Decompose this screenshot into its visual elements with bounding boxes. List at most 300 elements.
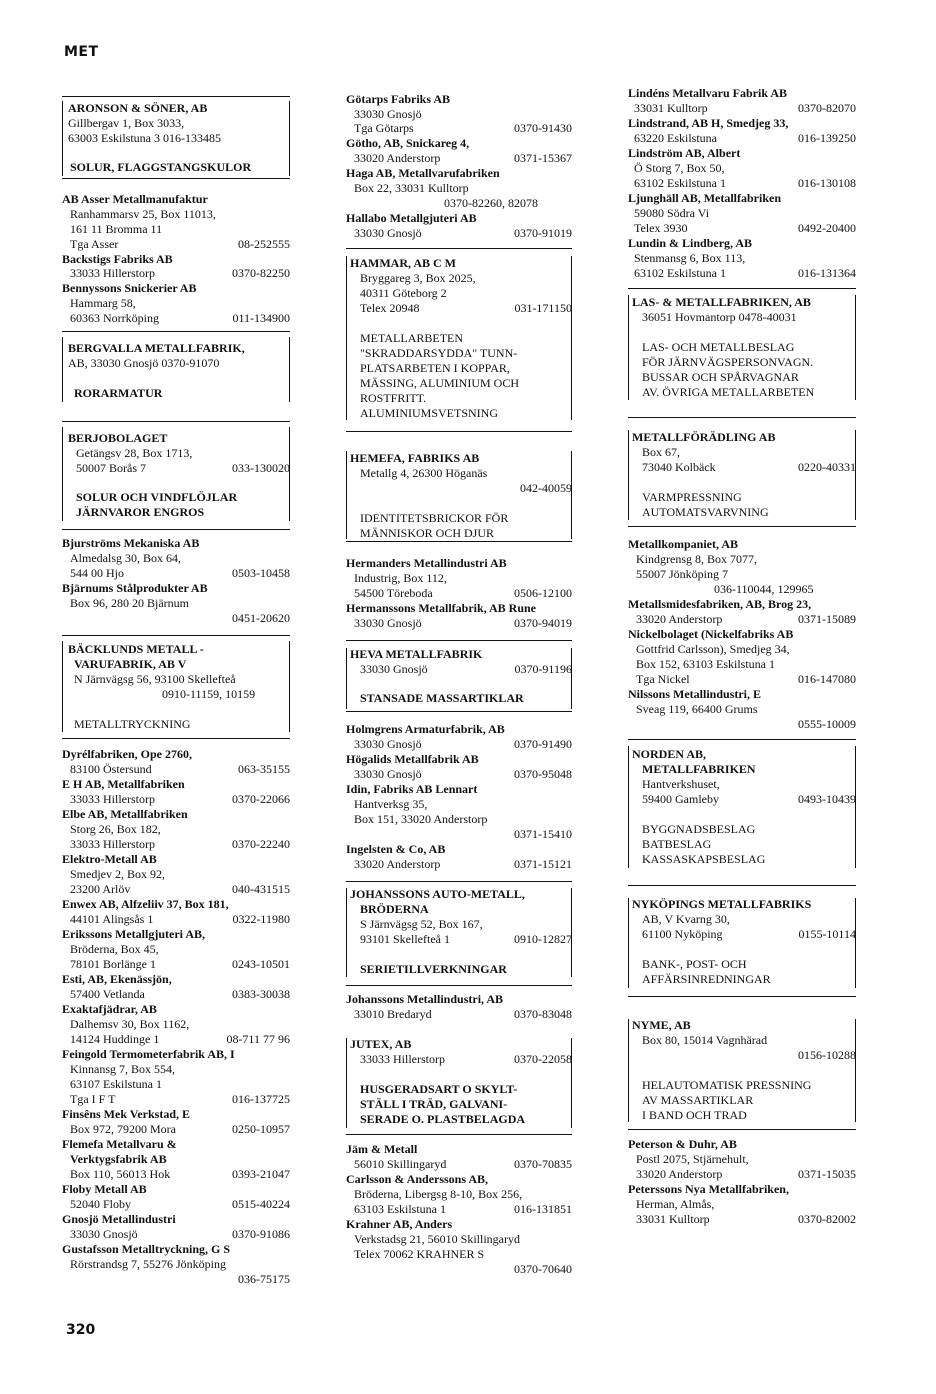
- listing-line: [62, 867, 290, 882]
- listing-text: 56010 Skillingaryd: [354, 1157, 447, 1171]
- listing-line: [62, 596, 290, 611]
- listing-line: [62, 717, 290, 732]
- listing-line: [346, 902, 572, 917]
- listing-column-2: [346, 0, 572, 1300]
- listing-text: Ljunghäll AB, Metallfabriken: [628, 191, 782, 205]
- listing-line: [346, 107, 572, 122]
- listing-text: 036-110044, 129965: [714, 582, 814, 596]
- divider-rule: [628, 885, 856, 886]
- listing-line: [62, 237, 290, 252]
- listing-text: 33030 Gnosjö: [354, 616, 422, 630]
- listing-line: [346, 722, 572, 737]
- listing-line: [628, 236, 856, 251]
- listing-text: Carlsson & Anderssons AB,: [346, 1172, 489, 1186]
- phone-number: 0371-15121: [514, 857, 572, 871]
- listing-text: Tga Asser: [70, 237, 119, 251]
- listing-line: [62, 1242, 290, 1257]
- listing-text: Herman, Almås,: [636, 1197, 715, 1211]
- listing-text: Box 96, 280 20 Bjärnum: [70, 596, 189, 610]
- divider-rule: [346, 541, 572, 542]
- listing-text: Ranhammarsv 25, Box 11013,: [70, 207, 216, 221]
- listing-line: [346, 1172, 572, 1187]
- listing-text: LAS- OCH METALLBESLAG: [642, 340, 795, 354]
- listing-text: 33010 Bredaryd: [354, 1007, 432, 1021]
- listing-line: [62, 642, 290, 657]
- listing-text: 55007 Jönköping 7: [636, 567, 729, 581]
- listing-line: [62, 431, 290, 446]
- listing-line: [346, 136, 572, 151]
- listing-line: [628, 822, 856, 837]
- phone-number: 0493-10439: [798, 792, 856, 806]
- listing-text: 54500 Töreboda: [354, 586, 433, 600]
- listing-text: BATBESLAG: [642, 837, 712, 851]
- listing-line: [62, 762, 290, 777]
- listing-line: [628, 957, 856, 972]
- listing-text: Exaktafjädrar, AB: [62, 1002, 157, 1016]
- listing-line: [346, 331, 572, 346]
- listing-line: [628, 1033, 856, 1048]
- listing-line: [628, 1182, 856, 1197]
- listing-line: [346, 1142, 572, 1157]
- listing-text: Peterson & Duhr, AB: [628, 1137, 737, 1151]
- listing-text: Gottfrid Carlsson), Smedjeg 34,: [636, 642, 790, 656]
- listing-text: Idin, Fabriks AB Lennart: [346, 782, 478, 796]
- listing-text: Verktygsfabrik AB: [70, 1152, 167, 1166]
- phone-number: 016-131364: [798, 266, 856, 280]
- listing-line: [628, 1152, 856, 1167]
- listing-text: Elektro-Metall AB: [62, 852, 157, 866]
- listing-line: [346, 391, 572, 406]
- listing-line: [62, 1137, 290, 1152]
- listing-line: [346, 887, 572, 902]
- divider-rule: [346, 248, 572, 249]
- listing-text: 33030 Gnosjö: [354, 767, 422, 781]
- listing-text: JOHANSSONS AUTO-METALL,: [350, 887, 525, 901]
- listing-line: [346, 1052, 572, 1067]
- listing-text: 63107 Eskilstuna 1: [70, 1077, 162, 1091]
- phone-number: 0503-10458: [232, 566, 290, 580]
- phone-number: 0156-10288: [798, 1048, 856, 1062]
- phone-number: 0370-70640: [514, 1262, 572, 1276]
- listing-line: [628, 266, 856, 281]
- listing-text: Krahner AB, Anders: [346, 1217, 453, 1231]
- listing-text: ROSTFRITT.: [360, 391, 427, 405]
- listing-line: [62, 1002, 290, 1017]
- listing-text: Getängsv 28, Box 1713,: [76, 446, 193, 460]
- listing-line: [346, 1202, 572, 1217]
- listing-text: 44101 Alingsås 1: [70, 912, 154, 926]
- listing-text: Box 67,: [642, 445, 681, 459]
- listing-text: Lindéns Metallvaru Fabrik AB: [628, 86, 788, 100]
- listing-text: 33030 Gnosjö: [360, 662, 428, 676]
- listing-line: [62, 1077, 290, 1092]
- listing-line: [62, 927, 290, 942]
- listing-text: Lindström AB, Albert: [628, 146, 741, 160]
- listing-line: [346, 211, 572, 226]
- phone-number: 0555-10009: [798, 717, 856, 731]
- listing-text: 33030 Gnosjö: [354, 226, 422, 240]
- listing-line: [628, 146, 856, 161]
- listing-text: Haga AB, Metallvarufabriken: [346, 166, 500, 180]
- listing-text: SOLUR OCH VINDFLÖJLAR: [76, 490, 238, 504]
- listing-text: Hantverksg 35,: [354, 797, 428, 811]
- listing-text: Kindgrensg 8, Box 7077,: [636, 552, 757, 566]
- listing-text: Esti, AB, Ekenässjön,: [62, 972, 172, 986]
- listing-line: [62, 1017, 290, 1032]
- listing-text: 0370-82260, 82078: [444, 196, 538, 210]
- listing-text: JUTEX, AB: [350, 1037, 412, 1051]
- listing-text: MÄNNISKOR OCH DJUR: [360, 526, 495, 540]
- listing-line: [346, 1232, 572, 1247]
- listing-line: [346, 647, 572, 662]
- listing-text: Postl 2075, Stjärnehult,: [636, 1152, 749, 1166]
- listing-line: [628, 176, 856, 191]
- listing-text: Lindstrand, AB H, Smedjeg 33,: [628, 116, 789, 130]
- listing-line: [628, 340, 856, 355]
- listing-line: [346, 1007, 572, 1022]
- listing-line: [62, 356, 290, 371]
- listing-line: [628, 852, 856, 867]
- listing-text: Hammarg 58,: [70, 296, 136, 310]
- listing-text: E H AB, Metallfabriken: [62, 777, 185, 791]
- listing-text: Tga Nickel: [636, 672, 690, 686]
- divider-rule: [346, 881, 572, 882]
- listing-line: [346, 92, 572, 107]
- listing-line: [62, 281, 290, 296]
- divider-rule: [628, 996, 856, 997]
- listing-line: [628, 792, 856, 807]
- phone-number: 016-139250: [798, 131, 856, 145]
- listing-text: Peterssons Nya Metallfabriken,: [628, 1182, 789, 1196]
- listing-text: BÄCKLUNDS METALL -: [68, 642, 204, 656]
- listing-column-3: [628, 0, 856, 1300]
- listing-text: Bröderna, Libergsg 8-10, Box 256,: [354, 1187, 523, 1201]
- listing-text: Dalhemsv 30, Box 1162,: [70, 1017, 190, 1031]
- listing-text: RORARMATUR: [74, 386, 163, 400]
- listing-line: [62, 1107, 290, 1122]
- listing-text: METALLFÖRÄDLING AB: [632, 430, 776, 444]
- listing-line: [346, 376, 572, 391]
- listing-text: 33031 Kulltorp: [636, 1212, 710, 1226]
- listing-text: BUSSAR OCH SPÅRVAGNAR: [642, 370, 799, 384]
- listing-text: Sveag 119, 66400 Grums: [636, 702, 758, 716]
- phone-number: 08-252555: [238, 237, 290, 251]
- phone-number: 0451-20620: [232, 611, 290, 625]
- listing-line: [62, 131, 290, 146]
- listing-line: [346, 181, 572, 196]
- listing-line: [62, 1092, 290, 1107]
- listing-line: [62, 807, 290, 822]
- listing-line: [62, 386, 290, 401]
- listing-text: 161 11 Bromma 11: [70, 222, 163, 236]
- listing-line: [62, 1257, 290, 1272]
- listing-text: LAS- & METALLFABRIKEN, AB: [632, 295, 811, 309]
- divider-rule: [628, 739, 856, 740]
- listing-line: [346, 1247, 572, 1262]
- listing-text: BANK-, POST- OCH: [642, 957, 747, 971]
- listing-line: [346, 511, 572, 526]
- listing-text: 33020 Anderstorp: [354, 151, 441, 165]
- divider-rule: [62, 738, 290, 739]
- listing-line: [62, 987, 290, 1002]
- listing-line: [62, 1152, 290, 1167]
- listing-text: AFFÄRSINREDNINGAR: [642, 972, 771, 986]
- listing-text: SERIETILLVERKNINGAR: [360, 962, 507, 976]
- listing-line: [346, 1217, 572, 1232]
- listing-text: Box 151, 33020 Anderstorp: [354, 812, 488, 826]
- listing-text: Verkstadsg 21, 56010 Skillingaryd: [354, 1232, 520, 1246]
- listing-line: [628, 927, 856, 942]
- listing-line: [628, 505, 856, 520]
- phone-number: 0370-22240: [232, 837, 290, 851]
- listing-line: [62, 882, 290, 897]
- listing-text: HUSGERADSART O SKYLT-: [360, 1082, 518, 1096]
- listing-line: [628, 1137, 856, 1152]
- listing-line: [628, 747, 856, 762]
- listing-line: [62, 1167, 290, 1182]
- listing-line: [346, 1112, 572, 1127]
- listing-line: [628, 1018, 856, 1033]
- listing-text: HELAUTOMATISK PRESSNING: [642, 1078, 812, 1092]
- listing-line: [62, 1047, 290, 1062]
- listing-text: Gnosjö Metallindustri: [62, 1212, 176, 1226]
- listing-text: Hallabo Metallgjuteri AB: [346, 211, 477, 225]
- listing-line: [628, 777, 856, 792]
- listing-text: Götho, AB, Snickareg 4,: [346, 136, 470, 150]
- listing-text: S Järnvägsg 52, Box 167,: [360, 917, 483, 931]
- listing-line: [628, 702, 856, 717]
- listing-text: 33033 Hillerstorp: [70, 266, 155, 280]
- listing-line: [346, 767, 572, 782]
- listing-line: [628, 385, 856, 400]
- listing-text: Flemefa Metallvaru &: [62, 1137, 177, 1151]
- listing-text: ARONSON & SÖNER, AB: [68, 101, 208, 115]
- phone-number: 0371-15410: [514, 827, 572, 841]
- listing-line: [628, 552, 856, 567]
- listing-line: [346, 1187, 572, 1202]
- listing-text: METALLFABRIKEN: [642, 762, 756, 776]
- listing-line: [346, 556, 572, 571]
- listing-line: [628, 837, 856, 852]
- listing-line: [62, 101, 290, 116]
- phone-number: 016-130108: [798, 176, 856, 190]
- listing-text: BERGVALLA METALLFABRIK,: [68, 341, 245, 355]
- listing-text: Högalids Metallfabrik AB: [346, 752, 479, 766]
- listing-line: [628, 131, 856, 146]
- listing-text: NYME, AB: [632, 1018, 691, 1032]
- listing-line: [346, 752, 572, 767]
- listing-text: 63103 Eskilstuna 1: [354, 1202, 446, 1216]
- listing-line: [62, 837, 290, 852]
- phone-number: 042-40059: [520, 481, 572, 495]
- listing-text: 33030 Gnosjö: [354, 107, 422, 121]
- listing-text: Ingelsten & Co, AB: [346, 842, 446, 856]
- listing-line: [346, 737, 572, 752]
- listing-line: [628, 762, 856, 777]
- phone-number: 0370-82070: [798, 101, 856, 115]
- listing-line: [346, 812, 572, 827]
- listing-text: Backstigs Fabriks AB: [62, 252, 173, 266]
- divider-rule: [628, 1129, 856, 1130]
- phone-number: 08-711 77 96: [226, 1032, 290, 1046]
- listing-text: NORDEN AB,: [632, 747, 707, 761]
- listing-text: METALLTRYCKNING: [74, 717, 191, 731]
- listing-text: BYGGNADSBESLAG: [642, 822, 756, 836]
- listing-text: Bryggareg 3, Box 2025,: [360, 271, 476, 285]
- phone-number: 0322-11980: [232, 912, 290, 926]
- listing-text: Feingold Termometerfabrik AB, I: [62, 1047, 235, 1061]
- listing-text: 33033 Hillerstorp: [70, 792, 155, 806]
- listing-line: [628, 687, 856, 702]
- listing-line: [346, 797, 572, 812]
- divider-rule: [62, 96, 290, 97]
- listing-text: Ö Storg 7, Box 50,: [634, 161, 725, 175]
- listing-text: AB, V Kvarng 30,: [642, 912, 730, 926]
- listing-text: 59080 Södra Vi: [634, 206, 710, 220]
- listing-text: Gustafsson Metalltryckning, G S: [62, 1242, 231, 1256]
- listing-line: [62, 1197, 290, 1212]
- listing-text: Bjurströms Mekaniska AB: [62, 536, 200, 550]
- listing-text: 33020 Anderstorp: [636, 612, 723, 626]
- listing-line: [628, 86, 856, 101]
- listing-line: [346, 151, 572, 166]
- listing-text: NYKÖPINGS METALLFABRIKS: [632, 897, 812, 911]
- listing-line: [62, 446, 290, 461]
- listing-text: Johanssons Metallindustri, AB: [346, 992, 504, 1006]
- listing-column-1: [62, 0, 290, 1300]
- phone-number: 0371-15089: [798, 612, 856, 626]
- listing-text: "SKRADDARSYDDA" TUNN-: [360, 346, 518, 360]
- phone-number: 0506-12100: [514, 586, 572, 600]
- phone-number: 036-75175: [238, 1272, 290, 1286]
- divider-rule: [62, 421, 290, 422]
- listing-text: Elbe AB, Metallfabriken: [62, 807, 188, 821]
- listing-text: Stenmansg 6, Box 113,: [634, 251, 746, 265]
- phone-number: 0515-40224: [232, 1197, 290, 1211]
- divider-rule: [628, 526, 856, 527]
- listing-line: [62, 852, 290, 867]
- section-header: MET: [64, 44, 99, 60]
- listing-text: 33030 Gnosjö: [354, 737, 422, 751]
- phone-number: 040-431515: [232, 882, 290, 896]
- listing-line: [628, 1197, 856, 1212]
- listing-line: [628, 116, 856, 131]
- listing-line: [628, 490, 856, 505]
- listing-text: FÖR JÄRNVÄGSPERSONVAGN.: [642, 355, 814, 369]
- listing-text: 63102 Eskilstuna 1: [634, 266, 726, 280]
- listing-text: Bjärnums Stålprodukter AB: [62, 581, 208, 595]
- listing-text: 73040 Kolbäck: [642, 460, 716, 474]
- phone-number: 0370-70835: [514, 1157, 572, 1171]
- phone-number: 0370-22066: [232, 792, 290, 806]
- listing-text: Gillbergav 1, Box 3033,: [68, 116, 185, 130]
- listing-text: Storg 26, Box 182,: [70, 822, 161, 836]
- listing-text: Bröderna, Box 45,: [70, 942, 159, 956]
- listing-line: [346, 571, 572, 586]
- divider-rule: [346, 711, 572, 712]
- listing-text: Telex 3930: [634, 221, 688, 235]
- listing-text: 52040 Floby: [70, 1197, 132, 1211]
- divider-rule: [346, 985, 572, 986]
- listing-line: [346, 286, 572, 301]
- listing-line: [62, 912, 290, 927]
- listing-line: [346, 1157, 572, 1172]
- listing-line: [628, 355, 856, 370]
- listing-line: [628, 567, 856, 582]
- listing-line: [628, 221, 856, 236]
- listing-text: 63102 Eskilstuna 1: [634, 176, 726, 190]
- listing-text: Dyrélfabriken, Ope 2760,: [62, 747, 192, 761]
- listing-line: [628, 612, 856, 627]
- listing-text: 40311 Göteborg 2: [360, 286, 447, 300]
- listing-text: AB Asser Metallmanufaktur: [62, 192, 208, 206]
- listing-line: [62, 581, 290, 596]
- listing-line: [62, 311, 290, 326]
- listing-text: Smedjev 2, Box 92,: [70, 867, 165, 881]
- listing-text: 33020 Anderstorp: [636, 1167, 723, 1181]
- listing-line: [628, 191, 856, 206]
- phone-number: 0220-40331: [798, 460, 856, 474]
- listing-line: [628, 101, 856, 116]
- listing-line: [346, 166, 572, 181]
- listing-line: [62, 341, 290, 356]
- listing-line: [628, 597, 856, 612]
- listing-line: [628, 972, 856, 987]
- listing-text: Hantverkshuset,: [642, 777, 720, 791]
- divider-rule: [628, 288, 856, 289]
- phone-number: 0370-22058: [514, 1052, 572, 1066]
- phone-number: 031-171150: [514, 301, 572, 315]
- listing-line: [346, 616, 572, 631]
- phone-number: 0371-15035: [798, 1167, 856, 1181]
- listing-line: [62, 1062, 290, 1077]
- listing-text: Telex 20948: [360, 301, 420, 315]
- listing-line: [346, 271, 572, 286]
- listing-line: [62, 792, 290, 807]
- listing-text: Bennyssons Snickerier AB: [62, 281, 197, 295]
- listing-line: [62, 1227, 290, 1242]
- phone-number: 016-137725: [232, 1092, 290, 1106]
- listing-text: Holmgrens Armaturfabrik, AB: [346, 722, 505, 736]
- listing-line: [628, 430, 856, 445]
- divider-rule: [62, 529, 290, 530]
- listing-line: [628, 672, 856, 687]
- listing-text: Götarps Fabriks AB: [346, 92, 451, 106]
- listing-line: [62, 942, 290, 957]
- phone-number: 0370-94019: [514, 616, 572, 630]
- listing-text: 36051 Hovmantorp 0478-40031: [642, 310, 797, 324]
- listing-line: [346, 1037, 572, 1052]
- listing-text: ALUMINIUMSVETSNING: [360, 406, 498, 420]
- listing-text: Hermanders Metallindustri AB: [346, 556, 507, 570]
- listing-line: [628, 657, 856, 672]
- listing-line: [62, 1122, 290, 1137]
- phone-number: 0492-20400: [798, 221, 856, 235]
- listing-line: [62, 222, 290, 237]
- listing-line: [62, 536, 290, 551]
- divider-rule: [628, 417, 856, 418]
- listing-line: [628, 582, 856, 597]
- listing-text: AV MASSARTIKLAR: [642, 1093, 754, 1107]
- listing-line: [62, 252, 290, 267]
- listing-line: [62, 192, 290, 207]
- listing-line: [628, 1093, 856, 1108]
- listing-text: Metallg 4, 26300 Höganäs: [360, 466, 488, 480]
- listing-line: [62, 207, 290, 222]
- phone-number: 0370-83048: [514, 1007, 572, 1021]
- listing-line: [62, 160, 290, 175]
- phone-number: 0370-91196: [514, 662, 572, 676]
